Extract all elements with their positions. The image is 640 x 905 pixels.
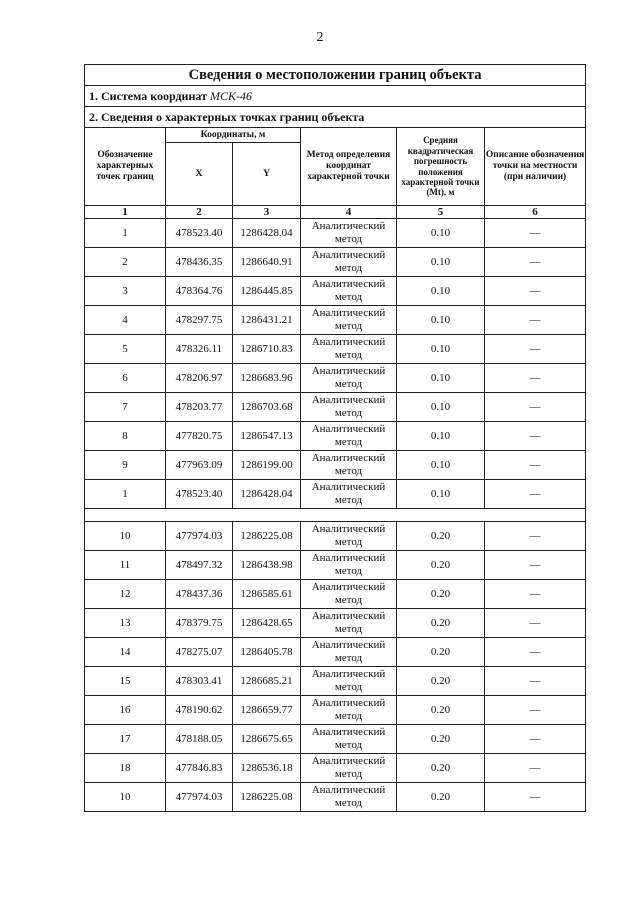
y-coordinate-cell: 1286659.77 bbox=[233, 696, 301, 725]
method-cell: Аналитический метод bbox=[301, 335, 397, 364]
method-cell: Аналитический метод bbox=[301, 219, 397, 248]
error-cell: 0.10 bbox=[397, 306, 485, 335]
header-y: Y bbox=[233, 143, 301, 206]
y-coordinate-cell: 1286225.08 bbox=[233, 522, 301, 551]
y-coordinate-cell: 1286431.21 bbox=[233, 306, 301, 335]
x-coordinate-cell: 477820.75 bbox=[166, 422, 233, 451]
y-coordinate-cell: 1286445.85 bbox=[233, 277, 301, 306]
y-coordinate-cell: 1286675.65 bbox=[233, 725, 301, 754]
method-cell: Аналитический метод bbox=[301, 696, 397, 725]
description-cell: — bbox=[485, 522, 586, 551]
method-cell: Аналитический метод bbox=[301, 580, 397, 609]
table-row bbox=[85, 277, 586, 306]
description-cell: — bbox=[485, 667, 586, 696]
coordinate-system-label: 1. Система координат bbox=[89, 88, 210, 103]
description-cell: — bbox=[485, 219, 586, 248]
error-cell: 0.20 bbox=[397, 638, 485, 667]
column-number: 1 bbox=[85, 206, 166, 219]
y-coordinate-cell: 1286536.18 bbox=[233, 754, 301, 783]
y-coordinate-cell: 1286547.13 bbox=[233, 422, 301, 451]
y-coordinate-cell: 1286428.65 bbox=[233, 609, 301, 638]
group-separator-cell bbox=[85, 509, 586, 522]
x-coordinate-cell: 478303.41 bbox=[166, 667, 233, 696]
method-cell: Аналитический метод bbox=[301, 667, 397, 696]
x-coordinate-cell: 478523.40 bbox=[166, 219, 233, 248]
column-number: 4 bbox=[301, 206, 397, 219]
x-coordinate-cell: 478364.76 bbox=[166, 277, 233, 306]
y-coordinate-cell: 1286428.04 bbox=[233, 480, 301, 509]
y-coordinate-cell: 1286640.91 bbox=[233, 248, 301, 277]
table-row bbox=[85, 335, 586, 364]
method-cell: Аналитический метод bbox=[301, 451, 397, 480]
x-coordinate-cell: 478326.11 bbox=[166, 335, 233, 364]
point-number-cell: 17 bbox=[85, 725, 166, 754]
method-cell: Аналитический метод bbox=[301, 480, 397, 509]
error-cell: 0.10 bbox=[397, 335, 485, 364]
point-number-cell: 16 bbox=[85, 696, 166, 725]
description-cell: — bbox=[485, 393, 586, 422]
y-coordinate-cell: 1286585.61 bbox=[233, 580, 301, 609]
y-coordinate-cell: 1286710.83 bbox=[233, 335, 301, 364]
y-coordinate-cell: 1286703.68 bbox=[233, 393, 301, 422]
point-number-cell: 1 bbox=[85, 219, 166, 248]
y-coordinate-cell: 1286685.21 bbox=[233, 667, 301, 696]
error-cell: 0.10 bbox=[397, 422, 485, 451]
point-number-cell: 12 bbox=[85, 580, 166, 609]
coordinate-system-value: МСК-46 bbox=[209, 88, 252, 103]
point-number-cell: 11 bbox=[85, 551, 166, 580]
point-number-cell: 10 bbox=[85, 522, 166, 551]
point-number-cell: 5 bbox=[85, 335, 166, 364]
description-cell: — bbox=[485, 248, 586, 277]
x-coordinate-cell: 478523.40 bbox=[166, 480, 233, 509]
table-row bbox=[85, 248, 586, 277]
point-number-cell: 1 bbox=[85, 480, 166, 509]
error-cell: 0.10 bbox=[397, 364, 485, 393]
x-coordinate-cell: 478297.75 bbox=[166, 306, 233, 335]
x-coordinate-cell: 477974.03 bbox=[166, 522, 233, 551]
description-cell: — bbox=[485, 451, 586, 480]
error-cell: 0.20 bbox=[397, 522, 485, 551]
table-row bbox=[85, 422, 586, 451]
error-cell: 0.20 bbox=[397, 551, 485, 580]
point-number-cell: 7 bbox=[85, 393, 166, 422]
header-method: Метод определения координат характерной точки bbox=[301, 128, 397, 206]
points-section-title: 2. Сведения о характерных точках границ объекта bbox=[85, 107, 586, 128]
method-cell: Аналитический метод bbox=[301, 248, 397, 277]
description-cell: — bbox=[485, 609, 586, 638]
table-row bbox=[85, 725, 586, 754]
error-cell: 0.10 bbox=[397, 480, 485, 509]
description-cell: — bbox=[485, 551, 586, 580]
header-coordinates: Координаты, м bbox=[166, 128, 301, 143]
x-coordinate-cell: 478203.77 bbox=[166, 393, 233, 422]
description-cell: — bbox=[485, 696, 586, 725]
x-coordinate-cell: 477846.83 bbox=[166, 754, 233, 783]
y-coordinate-cell: 1286199.00 bbox=[233, 451, 301, 480]
error-cell: 0.10 bbox=[397, 393, 485, 422]
x-coordinate-cell: 478437.36 bbox=[166, 580, 233, 609]
table-row bbox=[85, 219, 586, 248]
method-cell: Аналитический метод bbox=[301, 551, 397, 580]
y-coordinate-cell: 1286405.78 bbox=[233, 638, 301, 667]
error-cell: 0.10 bbox=[397, 248, 485, 277]
group-separator-row bbox=[85, 509, 586, 522]
method-cell: Аналитический метод bbox=[301, 306, 397, 335]
document-title: Сведения о местоположении границ объекта bbox=[85, 65, 586, 86]
x-coordinate-cell: 478436.35 bbox=[166, 248, 233, 277]
error-cell: 0.10 bbox=[397, 451, 485, 480]
coordinate-system-row bbox=[85, 86, 586, 107]
table-row bbox=[85, 754, 586, 783]
y-coordinate-cell: 1286438.98 bbox=[233, 551, 301, 580]
description-cell: — bbox=[485, 754, 586, 783]
table-row bbox=[85, 522, 586, 551]
error-cell: 0.20 bbox=[397, 580, 485, 609]
method-cell: Аналитический метод bbox=[301, 522, 397, 551]
description-cell: — bbox=[485, 725, 586, 754]
table-row bbox=[85, 551, 586, 580]
column-number: 3 bbox=[233, 206, 301, 219]
table-row bbox=[85, 638, 586, 667]
table-row bbox=[85, 609, 586, 638]
point-number-cell: 4 bbox=[85, 306, 166, 335]
point-number-cell: 8 bbox=[85, 422, 166, 451]
point-number-cell: 14 bbox=[85, 638, 166, 667]
description-cell: — bbox=[485, 783, 586, 812]
x-coordinate-cell: 478206.97 bbox=[166, 364, 233, 393]
table-row bbox=[85, 364, 586, 393]
x-coordinate-cell: 478190.62 bbox=[166, 696, 233, 725]
table-row bbox=[85, 480, 586, 509]
error-cell: 0.20 bbox=[397, 725, 485, 754]
point-number-cell: 6 bbox=[85, 364, 166, 393]
method-cell: Аналитический метод bbox=[301, 638, 397, 667]
x-coordinate-cell: 478379.75 bbox=[166, 609, 233, 638]
method-cell: Аналитический метод bbox=[301, 364, 397, 393]
point-number-cell: 3 bbox=[85, 277, 166, 306]
table-row bbox=[85, 783, 586, 812]
description-cell: — bbox=[485, 364, 586, 393]
method-cell: Аналитический метод bbox=[301, 783, 397, 812]
method-cell: Аналитический метод bbox=[301, 422, 397, 451]
description-cell: — bbox=[485, 306, 586, 335]
point-number-cell: 9 bbox=[85, 451, 166, 480]
method-cell: Аналитический метод bbox=[301, 609, 397, 638]
header-error: Средняя квадратическая погрешность положения характерной точки (Mt), м bbox=[397, 128, 485, 206]
description-cell: — bbox=[485, 638, 586, 667]
y-coordinate-cell: 1286428.04 bbox=[233, 219, 301, 248]
point-number-cell: 13 bbox=[85, 609, 166, 638]
boundary-points-table bbox=[84, 64, 586, 812]
error-cell: 0.20 bbox=[397, 754, 485, 783]
x-coordinate-cell: 478188.05 bbox=[166, 725, 233, 754]
table-row bbox=[85, 580, 586, 609]
method-cell: Аналитический метод bbox=[301, 725, 397, 754]
description-cell: — bbox=[485, 277, 586, 306]
table-row bbox=[85, 306, 586, 335]
x-coordinate-cell: 477963.09 bbox=[166, 451, 233, 480]
y-coordinate-cell: 1286683.96 bbox=[233, 364, 301, 393]
description-cell: — bbox=[485, 580, 586, 609]
method-cell: Аналитический метод bbox=[301, 393, 397, 422]
error-cell: 0.20 bbox=[397, 667, 485, 696]
column-number: 6 bbox=[485, 206, 586, 219]
method-cell: Аналитический метод bbox=[301, 277, 397, 306]
y-coordinate-cell: 1286225.08 bbox=[233, 783, 301, 812]
point-number-cell: 2 bbox=[85, 248, 166, 277]
point-number-cell: 18 bbox=[85, 754, 166, 783]
column-number: 5 bbox=[397, 206, 485, 219]
table-row bbox=[85, 667, 586, 696]
table-row bbox=[85, 393, 586, 422]
header-description: Описание обозначения точки на местности (при наличии) bbox=[485, 128, 586, 206]
error-cell: 0.20 bbox=[397, 783, 485, 812]
description-cell: — bbox=[485, 422, 586, 451]
column-numbers-row bbox=[85, 206, 586, 219]
header-point-designation: Обозначение характерных точек границ bbox=[85, 128, 166, 206]
x-coordinate-cell: 478275.07 bbox=[166, 638, 233, 667]
description-cell: — bbox=[485, 480, 586, 509]
error-cell: 0.10 bbox=[397, 219, 485, 248]
error-cell: 0.20 bbox=[397, 609, 485, 638]
table-row bbox=[85, 451, 586, 480]
page-number: 2 bbox=[316, 30, 324, 45]
error-cell: 0.20 bbox=[397, 696, 485, 725]
table-row bbox=[85, 696, 586, 725]
error-cell: 0.10 bbox=[397, 277, 485, 306]
column-number: 2 bbox=[166, 206, 233, 219]
point-number-cell: 10 bbox=[85, 783, 166, 812]
x-coordinate-cell: 478497.32 bbox=[166, 551, 233, 580]
header-x: X bbox=[166, 143, 233, 206]
description-cell: — bbox=[485, 335, 586, 364]
method-cell: Аналитический метод bbox=[301, 754, 397, 783]
x-coordinate-cell: 477974.03 bbox=[166, 783, 233, 812]
point-number-cell: 15 bbox=[85, 667, 166, 696]
